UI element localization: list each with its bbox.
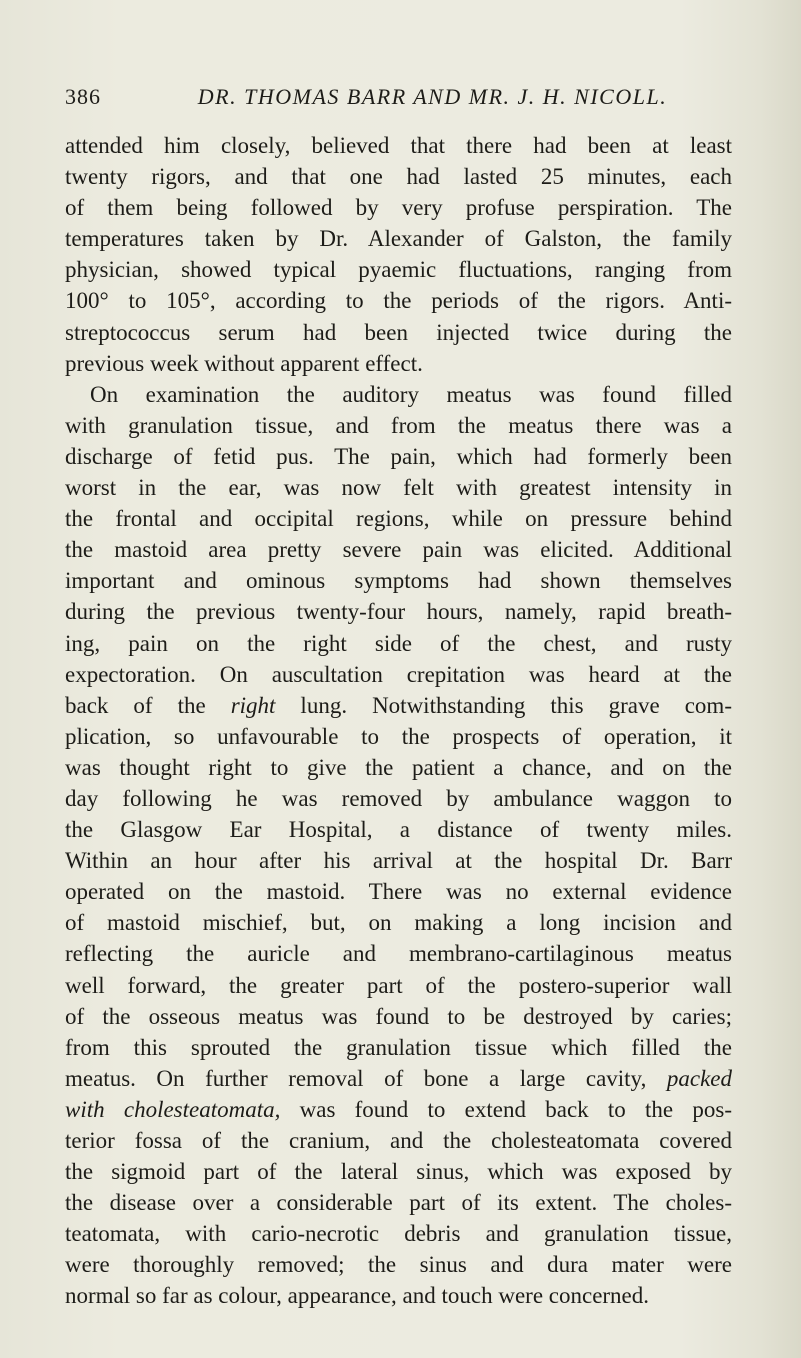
text-line: ing, pain on the right side of the chest, and rusty [65, 630, 732, 656]
italic-text: right [230, 692, 276, 718]
text-line: important and ominous symptoms had shown themselves [65, 568, 732, 594]
text-line: the Glasgow Ear Hospital, a distance of twenty miles. [65, 817, 732, 843]
text-line: Within an hour after his arrival at the hospital Dr. Barr [65, 848, 732, 874]
page-number: 386 [65, 84, 101, 109]
text-line: were thoroughly removed; the sinus and dura mater were [65, 1252, 732, 1278]
text-line-with-italic [65, 690, 732, 721]
text-line: reflecting the auricle and membrano-cartilaginous meatus [65, 941, 732, 967]
text-line: of mastoid mischief, but, on making a long incision and [65, 910, 732, 936]
text-line: physician, showed typical pyaemic fluctuations, ranging from [65, 257, 732, 283]
text-line: day following he was removed by ambulance waggon to [65, 785, 732, 811]
text-run: back of the [65, 692, 231, 718]
text-line: with granulation tissue, and from the meatus there was a [65, 412, 732, 438]
text-run: was found to extend back to the pos- [280, 1096, 732, 1122]
text-line: attended him closely, believed that there had been at least [65, 133, 732, 158]
text-line: was thought right to give the patient a chance, and on the [65, 754, 732, 780]
text-line: the frontal and occipital regions, while on pressure behind [65, 506, 732, 532]
text-line: operated on the mastoid. There was no external evidence [65, 879, 732, 905]
text-line-with-italic [65, 1094, 732, 1125]
text-line: of them being followed by very profuse perspiration. The [65, 195, 732, 221]
text-line: twenty rigors, and that one had lasted 25 minutes, each [65, 164, 732, 190]
italic-text: packed [666, 1065, 732, 1091]
text-line: previous week without apparent effect. [65, 350, 423, 376]
text-line: terior fossa of the cranium, and the cholesteatomata covered [65, 1128, 732, 1153]
text-line: of the osseous meatus was found to be destroyed by caries; [65, 1003, 732, 1029]
text-run: lung. Notwithstanding this grave com- [275, 692, 732, 718]
italic-text: with cholesteatomata, [65, 1096, 281, 1122]
text-line-with-italic [65, 1063, 732, 1094]
text-run: meatus. On further removal of bone a large cavity, [65, 1065, 667, 1091]
text-line: teatomata, with cario-necrotic debris and granulation tissue, [65, 1221, 732, 1247]
text-line: during the previous twenty-four hours, namely, rapid breath- [65, 599, 732, 625]
running-title: DR. THOMAS BARR AND MR. J. H. NICOLL. [197, 84, 668, 109]
text-line: expectoration. On auscultation crepitation was heard at the [65, 661, 732, 687]
paragraph-start-line: On examination the auditory meatus was found filled [90, 381, 732, 407]
text-line: the mastoid area pretty severe pain was elicited. Additional [65, 537, 732, 563]
text-line: streptococcus serum had been injected twice during the [65, 319, 732, 345]
text-line: from this sprouted the granulation tissue which filled the [65, 1034, 732, 1060]
text-line: normal so far as colour, appearance, and touch were concerned. [65, 1283, 650, 1309]
text-line: the sigmoid part of the lateral sinus, which was exposed by [65, 1159, 732, 1185]
text-line: plication, so unfavourable to the prospects of operation, it [65, 723, 732, 749]
page-header [0, 84, 801, 114]
text-line: well forward, the greater part of the postero-superior wall [65, 972, 732, 998]
text-line: temperatures taken by Dr. Alexander of Galston, the family [65, 226, 732, 252]
text-line: the disease over a considerable part of its extent. The choles- [65, 1190, 732, 1216]
text-line: worst in the ear, was now felt with greatest intensity in [65, 475, 732, 501]
text-line: 100° to 105°, according to the periods of the rigors. Anti- [65, 288, 732, 314]
body-text [65, 130, 732, 1312]
text-line: discharge of fetid pus. The pain, which had formerly been [65, 443, 732, 469]
